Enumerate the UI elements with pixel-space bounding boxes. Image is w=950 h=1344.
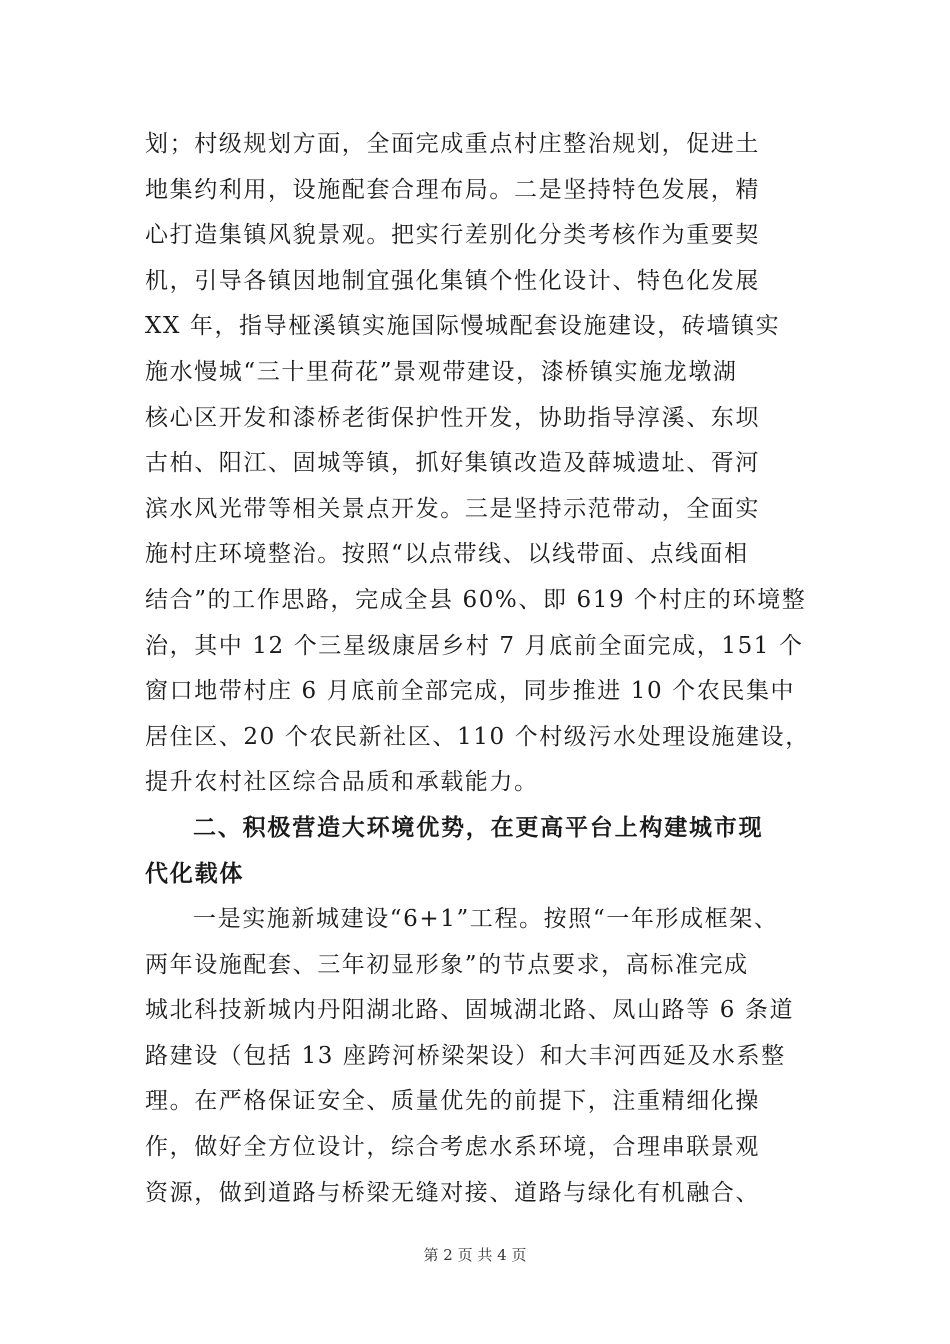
text-line: 窗口地带村庄 6 月底前全部完成，同步推进 10 个农民集中: [145, 678, 796, 705]
text-line: 一是实施新城建设“6+1”工程。按照“一年形成框架、: [193, 906, 779, 933]
paragraph-2: [145, 897, 815, 1216]
text-line: XX 年，指导桠溪镇实施国际慢城配套设施建设，砖墙镇实: [145, 313, 781, 340]
text-line: 资源，做到道路与桥梁无缝对接、道路与绿化有机融合、: [145, 1179, 760, 1206]
text-line: 结合”的工作思路，完成全县 60%、即 619 个村庄的环境整: [145, 586, 807, 613]
text-line: 施水慢城“三十里荷花”景观带建设，漆桥镇实施龙墩湖: [145, 358, 738, 385]
paragraph-1: [145, 122, 815, 806]
text-line: 机，引导各镇因地制宜强化集镇个性化设计、特色化发展: [145, 267, 760, 294]
text-line: 两年设施配套、三年初显形象”的节点要求，高标准完成: [145, 951, 749, 978]
page-number-footer: 第 2 页 共 4 页: [423, 1246, 527, 1264]
text-line: 滨水风光带等相关景点开发。三是坚持示范带动，全面实: [145, 495, 760, 522]
text-line: 施村庄环境整治。按照“以点带线、以线带面、点线面相: [145, 541, 749, 568]
text-line: 提升农村社区综合品质和承载能力。: [145, 769, 539, 796]
text-line: 核心区开发和漆桥老街保护性开发，协助指导淳溪、东坝: [145, 404, 760, 431]
text-line: 理。在严格保证安全、质量优先的前提下，注重精细化操: [145, 1088, 760, 1115]
text-line: 路建设（包括 13 座跨河桥梁架设）和大丰河西延及水系整: [145, 1042, 786, 1069]
heading-line: 二、积极营造大环境优势，在更高平台上构建城市现: [193, 814, 764, 841]
text-line: 地集约利用，设施配套合理布局。二是坚持特色发展，精: [145, 176, 760, 203]
text-line: 古柏、阳江、固城等镇，抓好集镇改造及薛城遗址、胥河: [145, 450, 760, 477]
text-line: 心打造集镇风貌景观。把实行差别化分类考核作为重要契: [145, 222, 760, 249]
text-line: 治，其中 12 个三星级康居乡村 7 月底前全面完成，151 个: [145, 632, 804, 659]
text-line: 城北科技新城内丹阳湖北路、固城湖北路、凤山路等 6 条道: [145, 997, 795, 1024]
text-line: 居住区、20 个农民新社区、110 个村级污水处理设施建设，: [145, 723, 810, 750]
heading-line: 代化载体: [145, 860, 245, 887]
document-body: [145, 122, 815, 1216]
text-line: 作，做好全方位设计，综合考虑水系环境，合理串联景观: [145, 1134, 760, 1161]
text-line: 划；村级规划方面，全面完成重点村庄整治规划，促进土: [145, 131, 760, 157]
section-heading: [145, 806, 815, 897]
